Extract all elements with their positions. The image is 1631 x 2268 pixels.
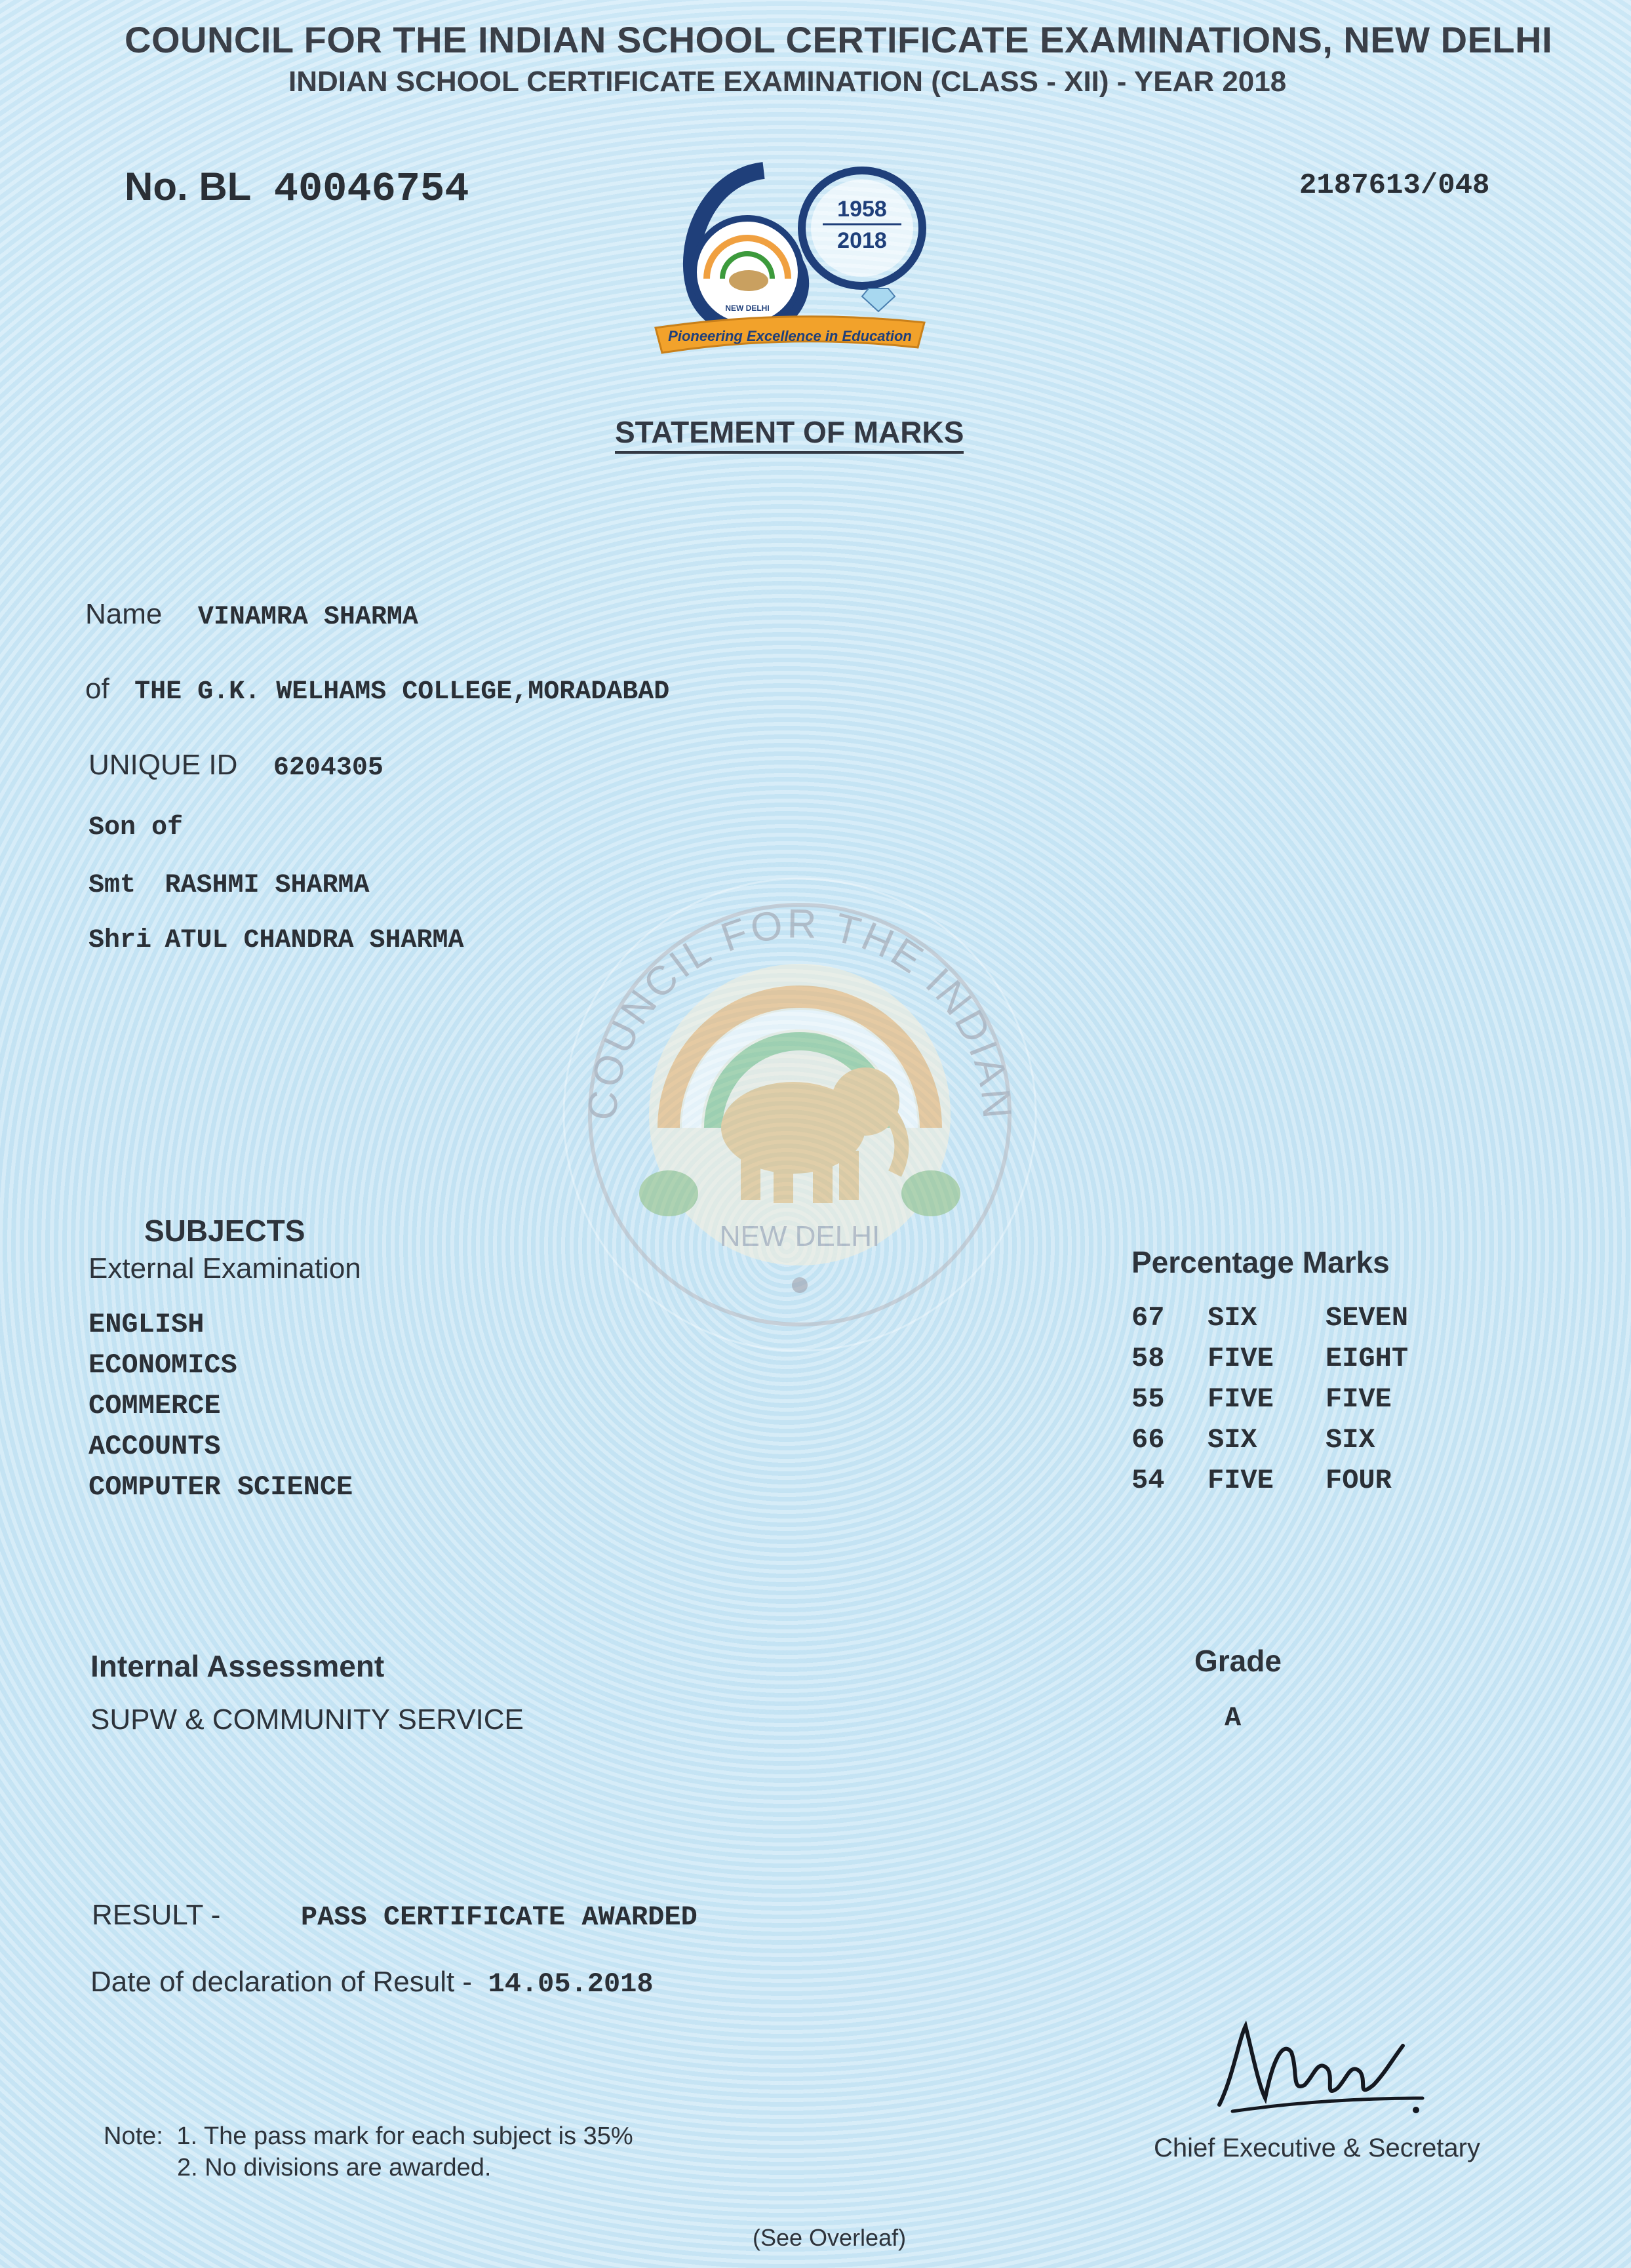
- council-heading: COUNCIL FOR THE INDIAN SCHOOL CERTIFICATE EXAMINATIONS, NEW DELHI: [125, 19, 1553, 60]
- marks-row: [1131, 1302, 1459, 1343]
- marks-units-words: FOUR: [1326, 1465, 1392, 1496]
- note-item: 2. No divisions are awarded.: [177, 2154, 492, 2181]
- document-title: STATEMENT OF MARKS: [615, 414, 964, 454]
- school-name: THE G.K. WELHAMS COLLEGE,MORADABAD: [134, 677, 670, 707]
- internal-grade: A: [1225, 1702, 1242, 1734]
- marks-value: 66: [1131, 1424, 1165, 1456]
- marks-table: [1131, 1302, 1459, 1505]
- marks-row: [1131, 1424, 1459, 1465]
- of-label: of: [85, 673, 109, 705]
- name-label: Name: [85, 598, 163, 630]
- seal-ring-text: COUNCIL FOR THE INDIAN: [580, 901, 1020, 1123]
- father-prefix: Shri: [88, 926, 152, 955]
- unique-id-line: [88, 749, 383, 783]
- internal-subject: SUPW & COMMUNITY SERVICE: [90, 1703, 524, 1736]
- marks-value: 58: [1131, 1343, 1165, 1374]
- candidate-name-line: [85, 598, 418, 632]
- serial-number: [125, 164, 469, 212]
- note-item: 1. The pass mark for each subject is 35%: [176, 2122, 633, 2150]
- notes-block: [104, 2120, 633, 2183]
- signature: [1206, 2000, 1429, 2124]
- declaration-date-label: Date of declaration of Result -: [90, 1966, 473, 1998]
- note-line: [104, 2120, 633, 2152]
- signatory-title: Chief Executive & Secretary: [1154, 2134, 1480, 2162]
- logo-tagline: Pioneering Excellence in Education: [668, 328, 912, 344]
- percentage-marks-heading: Percentage Marks: [1131, 1245, 1390, 1279]
- marks-row: [1131, 1383, 1459, 1424]
- subject-list: [88, 1309, 353, 1512]
- subject-name: ENGLISH: [88, 1309, 205, 1340]
- subject-name: COMPUTER SCIENCE: [88, 1471, 353, 1503]
- notes-prefix: Note:: [104, 2122, 163, 2150]
- marks-value: 55: [1131, 1383, 1165, 1415]
- diamond-jubilee-logo: [649, 151, 944, 374]
- declaration-date-line: [90, 1966, 654, 2000]
- unique-id-label: UNIQUE ID: [88, 749, 238, 781]
- marks-units-words: EIGHT: [1326, 1343, 1409, 1374]
- subjects-heading: SUBJECTS: [144, 1214, 305, 1248]
- logo-year-end: 2018: [837, 228, 887, 253]
- mother-line: [88, 871, 370, 900]
- relation-label: Son of: [88, 813, 184, 843]
- subject-name: ACCOUNTS: [88, 1431, 221, 1462]
- reference-number: 2187613/048: [1299, 169, 1490, 202]
- seal-city: NEW DELHI: [719, 1220, 880, 1252]
- marks-units-words: SIX: [1326, 1424, 1375, 1456]
- subject-name: COMMERCE: [88, 1390, 221, 1422]
- external-exam-heading: External Examination: [88, 1252, 361, 1284]
- marks-tens-words: FIVE: [1208, 1343, 1274, 1374]
- marks-tens-words: FIVE: [1208, 1465, 1274, 1496]
- council-seal-watermark: [557, 852, 1042, 1364]
- logo-city: NEW DELHI: [725, 304, 770, 313]
- marks-tens-words: SIX: [1208, 1302, 1257, 1334]
- grade-heading: Grade: [1194, 1644, 1282, 1678]
- school-line: [85, 673, 669, 707]
- see-overleaf-footer: (See Overleaf): [753, 2224, 907, 2251]
- internal-assessment-heading: Internal Assessment: [90, 1649, 385, 1683]
- marks-row: [1131, 1343, 1459, 1383]
- father-name: ATUL CHANDRA SHARMA: [165, 926, 464, 955]
- mother-name: RASHMI SHARMA: [165, 871, 370, 900]
- declaration-date: 14.05.2018: [488, 1968, 654, 2000]
- marks-units-words: SEVEN: [1326, 1302, 1409, 1334]
- subject-name: ECONOMICS: [88, 1349, 237, 1381]
- marks-row: [1131, 1465, 1459, 1505]
- marks-tens-words: FIVE: [1208, 1383, 1274, 1415]
- marks-value: 67: [1131, 1302, 1165, 1334]
- logo-year-start: 1958: [837, 197, 887, 222]
- result-line: [92, 1899, 698, 1933]
- result-label: RESULT -: [92, 1899, 221, 1931]
- exam-heading: INDIAN SCHOOL CERTIFICATE EXAMINATION (CLASS - XII) - YEAR 2018: [288, 66, 1287, 98]
- father-line: [88, 926, 464, 955]
- serial-value: 40046754: [273, 166, 469, 212]
- mother-prefix: Smt: [88, 871, 136, 900]
- unique-id-value: 6204305: [273, 753, 383, 783]
- marks-value: 54: [1131, 1465, 1165, 1496]
- marks-tens-words: SIX: [1208, 1424, 1257, 1456]
- candidate-name: VINAMRA SHARMA: [197, 603, 418, 632]
- serial-prefix: No. BL: [125, 165, 252, 209]
- result-value: PASS CERTIFICATE AWARDED: [300, 1901, 698, 1933]
- marks-units-words: FIVE: [1326, 1383, 1392, 1415]
